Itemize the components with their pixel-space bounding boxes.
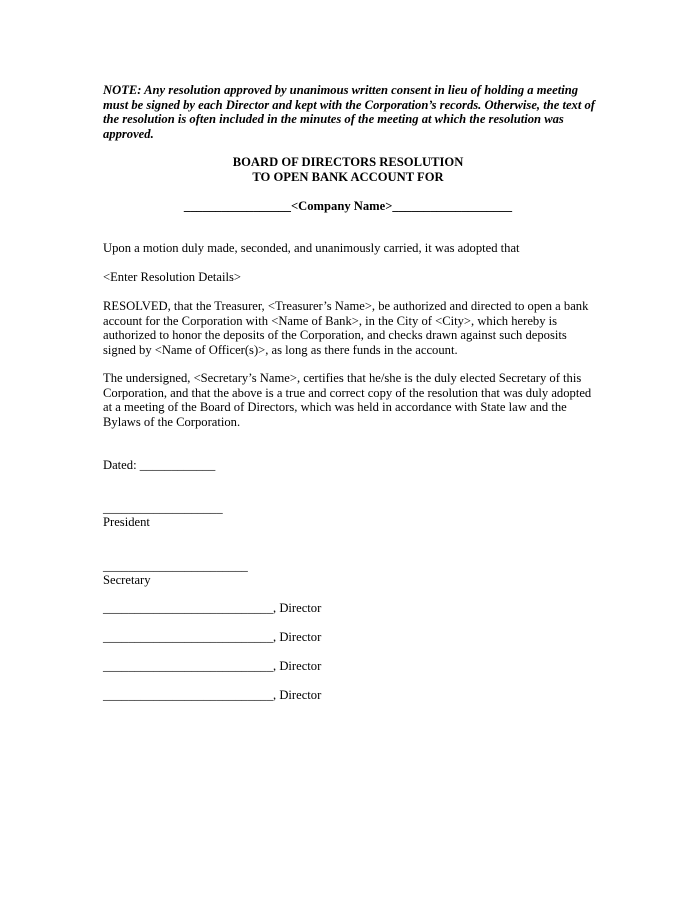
motion-paragraph: Upon a motion duly made, seconded, and unanimously carried, it was adopted that	[103, 241, 520, 255]
dated-line: Dated: ____________	[103, 458, 216, 472]
secretary-label: Secretary	[103, 573, 151, 587]
president-signature-line: ___________________	[103, 501, 223, 515]
director-signature-line: ___________________________, Director	[103, 630, 322, 644]
company-name-line: _________________<Company Name>___________________	[183, 199, 513, 213]
resolved-paragraph: RESOLVED, that the Treasurer, <Treasurer’s Name>, be authorized and directed to open a bank account for the Corporation with <Name of Bank>, in the City of <City>, which hereby is authorized to honor the deposits of the Corporation, and checks drawn against such deposits signed by <Name of Officer(s)>, as long as there funds in the account.	[103, 299, 589, 357]
title-line-1: BOARD OF DIRECTORS RESOLUTION	[232, 155, 464, 169]
secretary-signature-line: _______________________	[103, 559, 248, 573]
director-signature-line: ___________________________, Director	[103, 659, 322, 673]
director-signature-line: ___________________________, Director	[103, 688, 322, 702]
note-paragraph: NOTE: Any resolution approved by unanimous written consent in lieu of holding a meeting must be signed by each Director and kept with the Corporation’s records. Otherwise, the text of the resolution is often included in the minutes of the meeting at which the resolution was approved.	[103, 83, 595, 141]
title-line-2: TO OPEN BANK ACCOUNT FOR	[252, 170, 444, 184]
president-label: President	[103, 515, 150, 529]
certification-paragraph: The undersigned, <Secretary’s Name>, certifies that he/she is the duly elected Secretary of this Corporation, and that the above is a true and correct copy of the resolution that was duly adopted at a meeting of the Board of Directors, which was held in accordance with State law and the Bylaws of the Corporation.	[103, 371, 592, 429]
resolution-details-placeholder: <Enter Resolution Details>	[103, 270, 242, 284]
director-signature-line: ___________________________, Director	[103, 601, 322, 615]
